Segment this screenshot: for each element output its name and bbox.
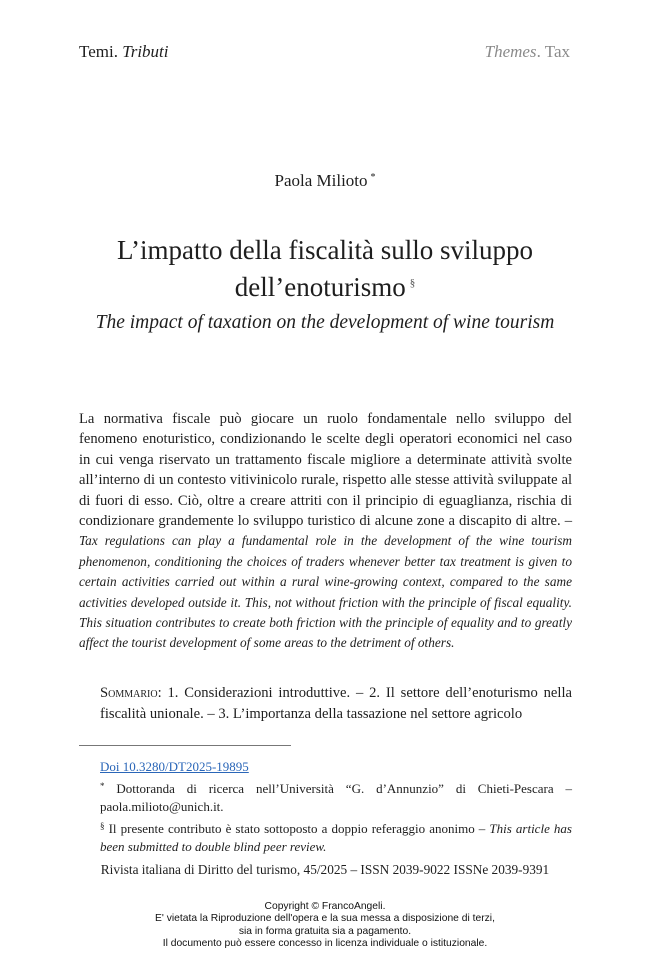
copyright-notice [0, 901, 650, 951]
footnote-1-mark: * [100, 780, 105, 791]
author-footnote-mark[interactable]: * [370, 172, 376, 183]
title-line-1: L’impatto della fiscalità sullo sviluppo [117, 235, 533, 265]
doi-link[interactable]: Doi 10.3280/DT2025-19895 [100, 759, 249, 774]
copyright-line-2: E' vietata la Riproduzione dell'opera e la sua messa a disposizione di terzi, [155, 913, 495, 925]
footnote-divider [79, 745, 291, 746]
title-line-2-wrap [0, 267, 650, 304]
title-footnote-mark[interactable]: § [409, 277, 416, 289]
running-header-right [485, 42, 570, 62]
running-header-left [79, 42, 169, 62]
footnote-2-mark: § [100, 820, 105, 831]
journal-citation: Rivista italiana di Diritto del turismo, 45/2025 – ISSN 2039-9022 ISSNe 2039-9391 [100, 862, 550, 877]
copyright-line-4: Il documento può essere concesso in licenza individuale o istituzionale. [162, 938, 488, 950]
abstract-italian: La normativa fiscale può giocare un ruolo fondamentale nello sviluppo del fenomeno enoturistico, condizionando le scelte degli operatori economici nel caso in cui venga riservato un trattamento fiscale migliore a determinate attività svolte all’interno di un contesto vitivinicolo rurale, rispetto alle stesse attività sviluppate al di fuori di esso. Ciò, oltre a creare attriti con il principio di eguaglianza, rischia di condizionare grandemente lo sviluppo turistico di alcune zone a discapito di altre. – [79, 411, 572, 530]
abstract-english: Tax regulations can play a fundamental role in the development of the wine tourism phenomenon, conditioning the choices of traders whenever better tax treatment is given to certain activities carried out within a rural wine-growing context, compared to the same activities developed outside it. This, not without friction with the principle of fiscal equality. This situation contributes to create both friction with the principle of equality and to greatly affect the tourist development of some areas to the detriment of others. [79, 533, 572, 651]
title-line-2: dell’enoturismo [234, 272, 406, 302]
footnote-2-text: Il presente contributo è stato sottoposto a doppio referaggio anonimo – [104, 820, 490, 836]
copyright-line-3: sia in forma gratuita sia a pagamento. [238, 925, 412, 937]
table-of-contents-summary [100, 683, 572, 725]
footnote-1 [79, 777, 572, 817]
author-line [0, 171, 650, 191]
author-name: Paola Milioto [274, 171, 368, 190]
footnote-2-text-english: This article has been submitted to double blind peer review. [100, 820, 572, 854]
section-label-en-italic: Themes [484, 42, 537, 61]
section-label-en: . Tax [536, 42, 570, 61]
section-label-italic: Tributi [122, 42, 169, 61]
footnote-1-text: Dottoranda di ricerca nell’Università “G. d’Annunzio” di Chieti-Pescara – paola.milioto@unich.it. [100, 780, 572, 814]
abstract [79, 409, 572, 654]
article-subtitle-english: The impact of taxation on the development of wine tourism [95, 312, 555, 333]
summary-label: Sommario [100, 685, 158, 701]
footnote-2 [79, 817, 572, 857]
article-title [0, 234, 650, 304]
copyright-line-1: Copyright © FrancoAngeli. [264, 901, 386, 912]
summary-text: : 1. Considerazioni introduttive. – 2. Il settore dell’enoturismo nella fiscalità unionale. – 3. L’importanza della tassazione nel settore agricolo [100, 685, 572, 722]
footnotes [79, 758, 572, 857]
section-label: Temi. [79, 42, 123, 61]
